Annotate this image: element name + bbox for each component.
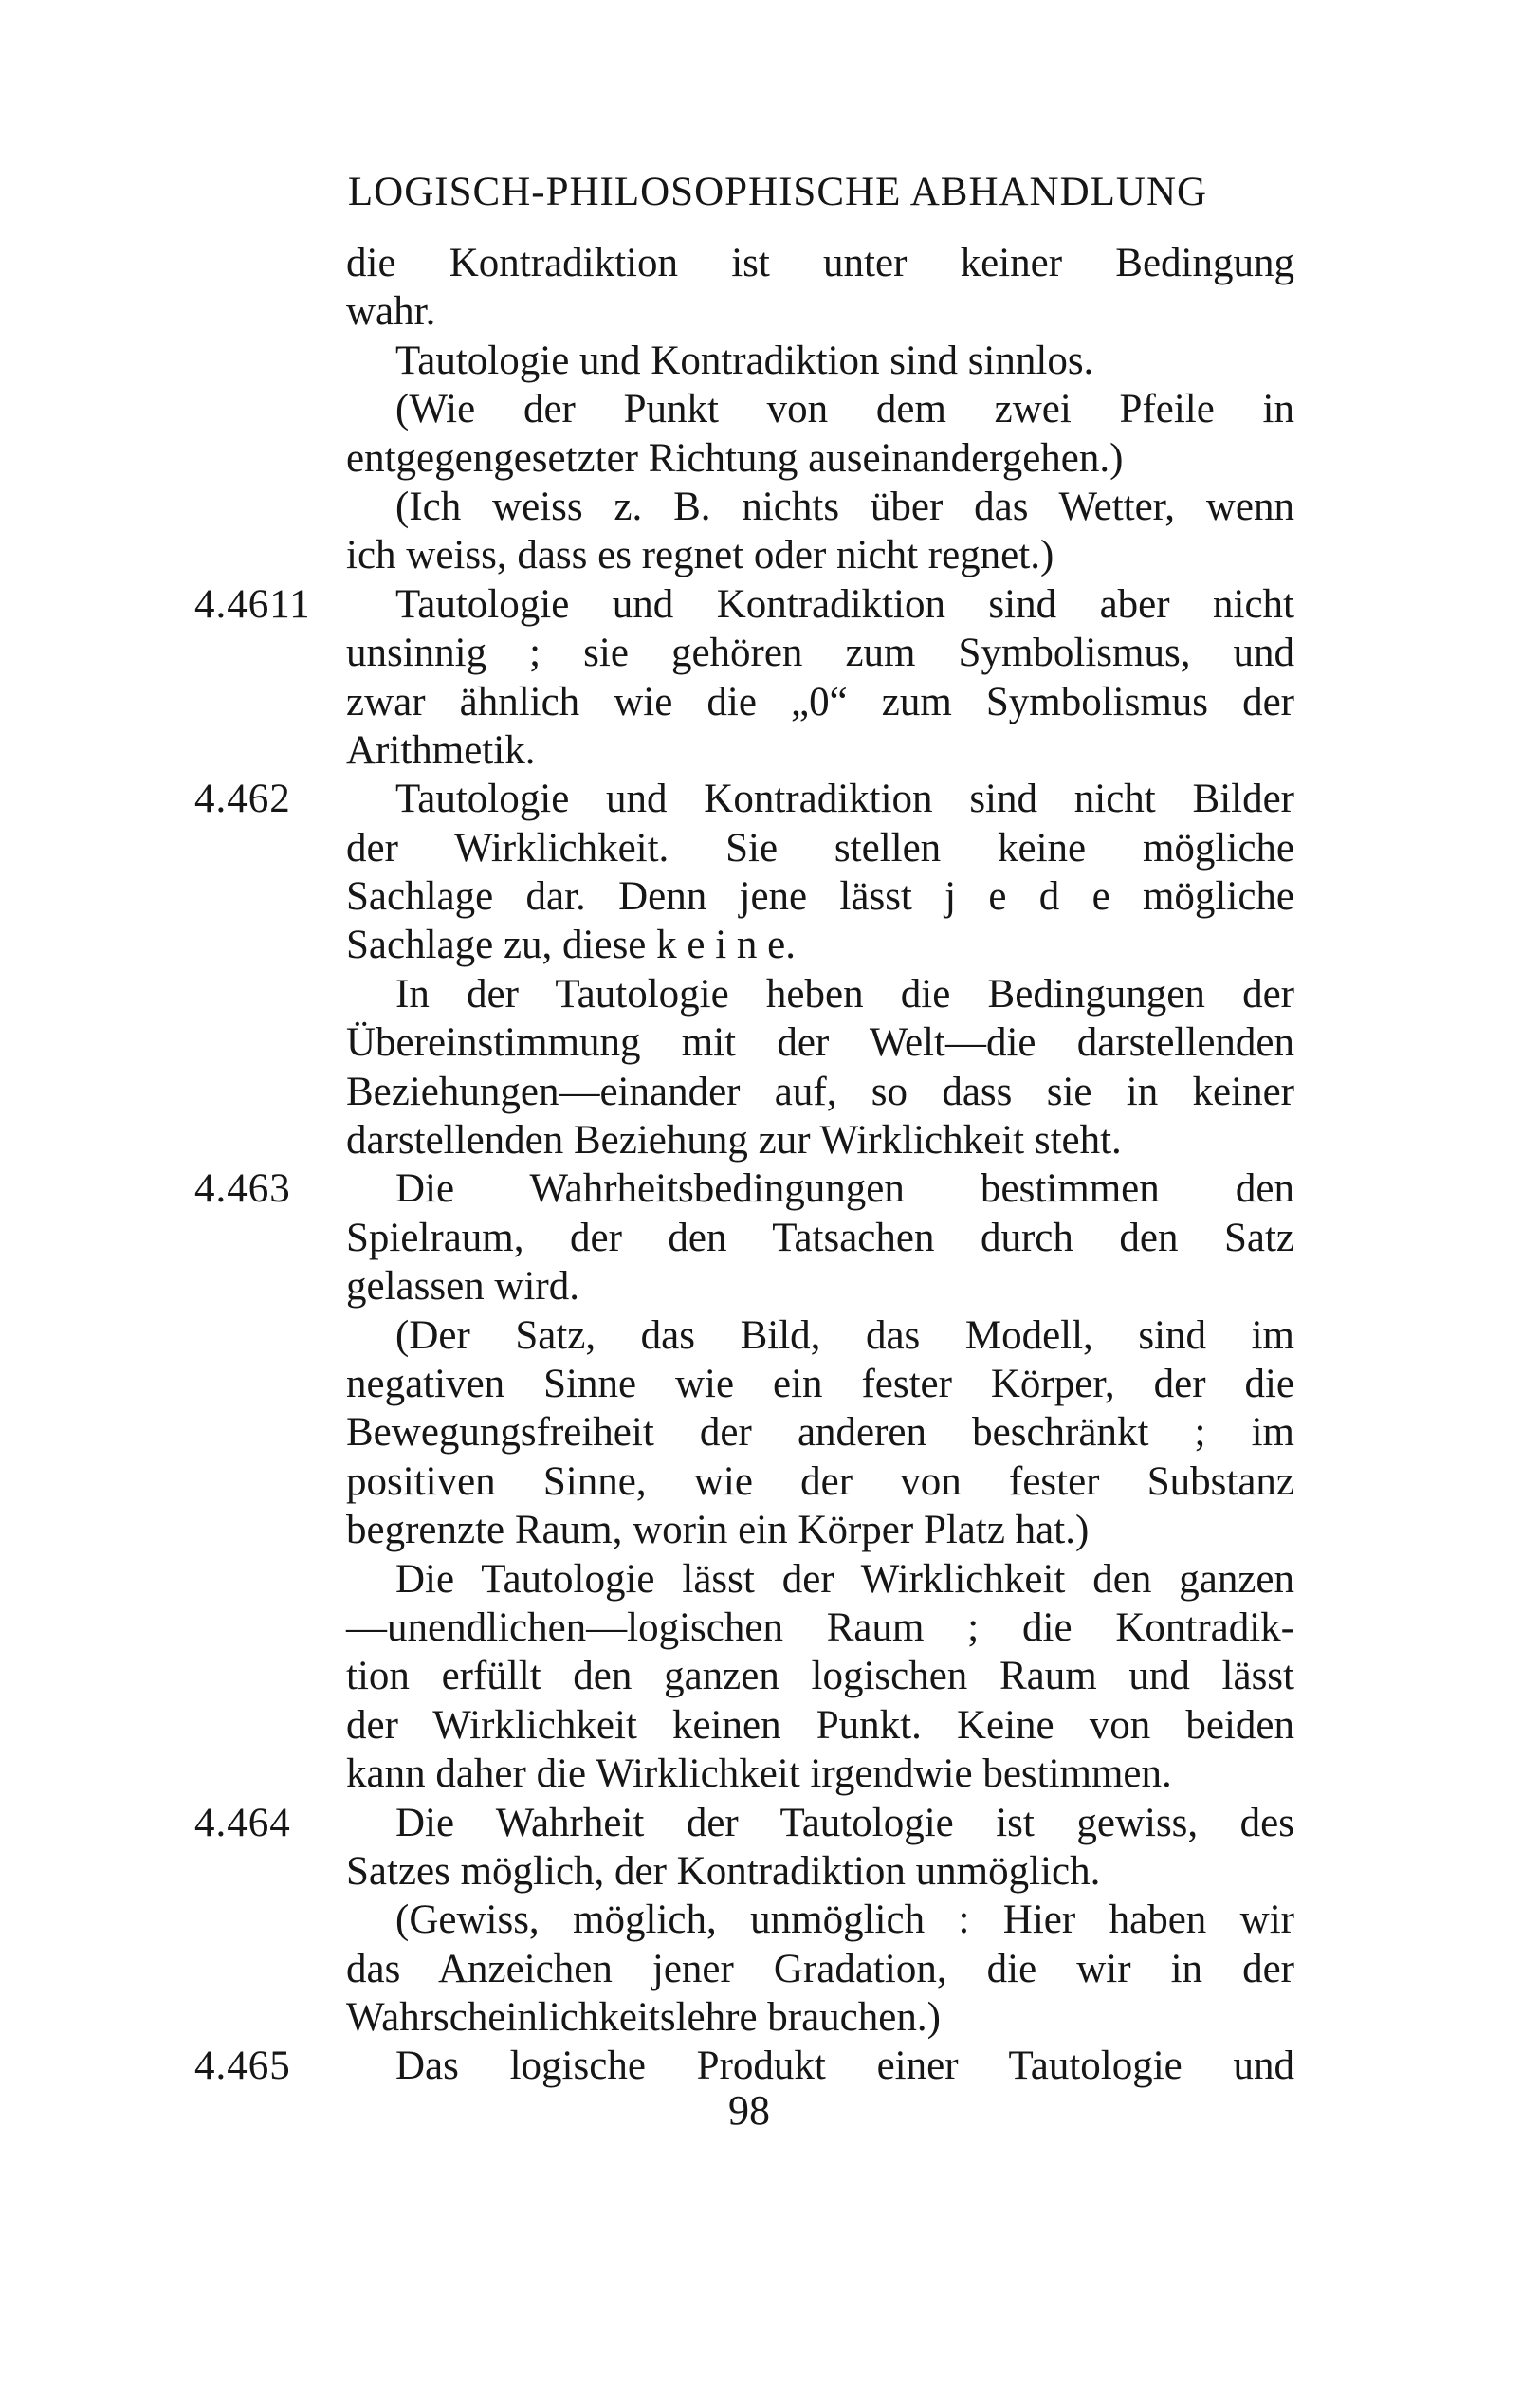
text-line bbox=[346, 1506, 1294, 1554]
line-text: wahr. bbox=[346, 289, 436, 335]
line-text: Tautologie und Kontradiktion sind aber nicht bbox=[395, 581, 1294, 627]
text-line bbox=[346, 1993, 1294, 2042]
text-line bbox=[346, 1262, 1294, 1311]
line-text: (Der Satz, das Bild, das Modell, sind im bbox=[395, 1312, 1294, 1358]
line-text: Bewegungsfreiheit der anderen beschränkt ; im bbox=[346, 1410, 1294, 1456]
body-text bbox=[194, 239, 1294, 2091]
text-line bbox=[346, 1555, 1294, 1604]
line-text: Übereinstimmung mit der Welt—die darstellenden bbox=[346, 1020, 1294, 1066]
text-line bbox=[194, 580, 1294, 629]
proposition-number: 4.464 bbox=[194, 1800, 291, 1845]
text-line bbox=[346, 1652, 1294, 1700]
running-header: LOGISCH-PHILOSOPHISCHE ABHANDLUNG bbox=[347, 170, 1208, 214]
line-text: Die Wahrheit der Tautologie ist gewiss, des bbox=[395, 1800, 1294, 1845]
text-line bbox=[194, 1164, 1294, 1213]
text-line bbox=[346, 1604, 1294, 1652]
line-text: (Wie der Punkt von dem zwei Pfeile in bbox=[395, 387, 1294, 432]
line-text: begrenzte Raum, worin ein Körper Platz hat.) bbox=[346, 1508, 1090, 1553]
line-text: zwar ähnlich wie die „0“ zum Symbolismus der bbox=[346, 679, 1294, 724]
line-text: ich weiss, dass es regnet oder nicht regnet.) bbox=[346, 533, 1054, 578]
text-line bbox=[346, 434, 1294, 483]
line-text: gelassen wird. bbox=[346, 1264, 579, 1310]
text-line bbox=[346, 1945, 1294, 1993]
line-text: Das logische Produkt einer Tautologie und bbox=[395, 2044, 1294, 2089]
line-text: das Anzeichen jener Gradation, die wir in der bbox=[346, 1946, 1294, 1991]
text-line bbox=[346, 1896, 1294, 1944]
text-line bbox=[346, 1408, 1294, 1457]
line-text: (Ich weiss z. B. nichts über das Wetter, wenn bbox=[395, 484, 1294, 529]
text-line bbox=[346, 629, 1294, 677]
line-text: darstellenden Beziehung zur Wirklichkeit steht. bbox=[346, 1118, 1122, 1164]
text-line bbox=[346, 1847, 1294, 1896]
text-line bbox=[346, 1457, 1294, 1506]
line-text: Sachlage zu, diese k e i n e. bbox=[346, 923, 797, 968]
text-line bbox=[194, 2042, 1294, 2090]
line-text: Satzes möglich, der Kontradiktion unmöglich. bbox=[346, 1848, 1101, 1894]
text-line bbox=[346, 1068, 1294, 1116]
proposition-number: 4.462 bbox=[194, 777, 291, 822]
text-line bbox=[346, 1750, 1294, 1798]
proposition-number: 4.4611 bbox=[194, 581, 311, 627]
text-line bbox=[346, 287, 1294, 336]
line-text: kann daher die Wirklichkeit irgendwie bestimmen. bbox=[346, 1751, 1172, 1797]
line-text: unsinnig ; sie gehören zum Symbolismus, und bbox=[346, 631, 1294, 676]
text-line bbox=[346, 1701, 1294, 1750]
line-text: Sachlage dar. Denn jene lässt j e d e mögliche bbox=[346, 874, 1294, 920]
line-text: Die Tautologie lässt der Wirklichkeit den ganzen bbox=[395, 1556, 1294, 1602]
proposition-number: 4.465 bbox=[194, 2044, 291, 2089]
line-text: entgegengesetzter Richtung auseinandergehen.) bbox=[346, 435, 1124, 481]
proposition-number: 4.463 bbox=[194, 1166, 291, 1212]
line-text: (Gewiss, möglich, unmöglich : Hier haben wir bbox=[395, 1897, 1294, 1943]
text-line bbox=[346, 726, 1294, 775]
text-line bbox=[346, 337, 1294, 385]
line-text: der Wirklichkeit keinen Punkt. Keine von beiden bbox=[346, 1702, 1294, 1748]
text-line bbox=[194, 1799, 1294, 1847]
text-line bbox=[346, 1360, 1294, 1408]
line-text: die Kontradiktion ist unter keiner Bedingung bbox=[346, 241, 1294, 285]
line-text: negativen Sinne wie ein fester Körper, der die bbox=[346, 1361, 1294, 1406]
line-text: Beziehungen—einander auf, so dass sie in keiner bbox=[346, 1069, 1294, 1114]
text-line bbox=[194, 775, 1294, 823]
text-line bbox=[346, 1116, 1294, 1164]
line-text: der Wirklichkeit. Sie stellen keine mögliche bbox=[346, 825, 1294, 871]
line-text: In der Tautologie heben die Bedingungen der bbox=[395, 971, 1294, 1017]
line-text: Arithmetik. bbox=[346, 727, 536, 773]
text-line bbox=[346, 239, 1294, 287]
line-text: Tautologie und Kontradiktion sind nicht Bilder bbox=[395, 777, 1294, 822]
text-line bbox=[346, 1214, 1294, 1262]
text-line bbox=[346, 483, 1294, 531]
line-text: Spielraum, der den Tatsachen durch den Satz bbox=[346, 1215, 1294, 1260]
line-text: —unendlichen—logischen Raum ; die Kontradik- bbox=[346, 1604, 1294, 1650]
text-line bbox=[346, 970, 1294, 1018]
text-line bbox=[346, 1018, 1294, 1067]
text-line bbox=[346, 678, 1294, 726]
text-line bbox=[346, 921, 1294, 969]
text-line bbox=[346, 531, 1294, 579]
text-line bbox=[346, 824, 1294, 872]
line-text: Tautologie und Kontradiktion sind sinnlos. bbox=[395, 338, 1094, 383]
text-line bbox=[346, 385, 1294, 433]
line-text: Wahrscheinlichkeitslehre brauchen.) bbox=[346, 1995, 941, 2041]
line-text: positiven Sinne, wie der von fester Substanz bbox=[346, 1458, 1294, 1504]
line-text: Die Wahrheitsbedingungen bestimmen den bbox=[395, 1166, 1294, 1212]
text-line bbox=[346, 872, 1294, 921]
page-number: 98 bbox=[728, 2087, 770, 2134]
text-line bbox=[346, 1311, 1294, 1360]
line-text: tion erfüllt den ganzen logischen Raum und lässt bbox=[346, 1654, 1294, 1699]
